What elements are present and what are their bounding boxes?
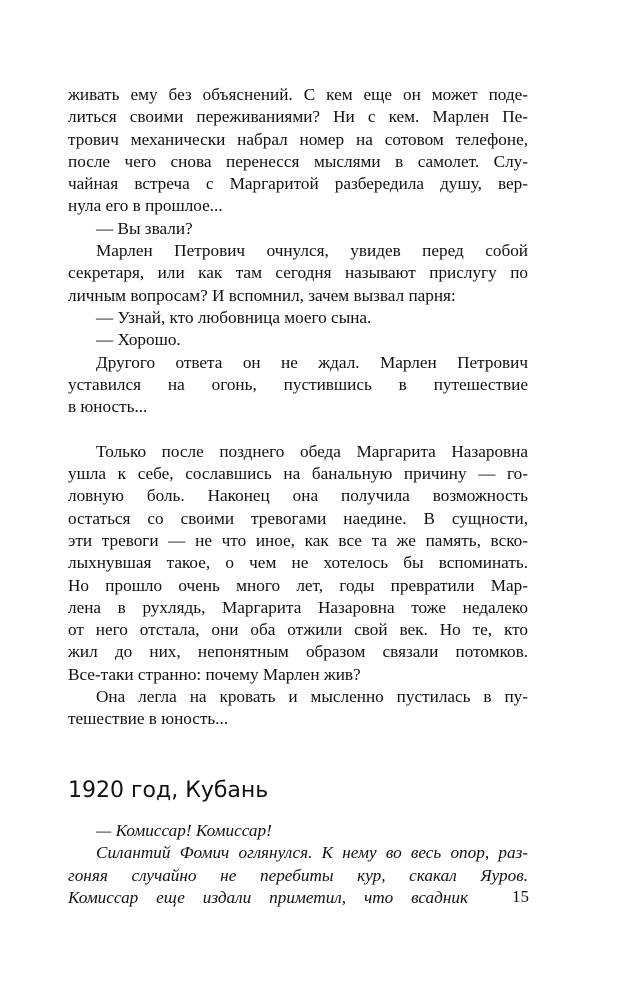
text-line: личным вопросам? И вспомнил, зачем вызвал парня: bbox=[68, 285, 456, 305]
text-line: Другого ответа он не ждал. Марлен Петрович bbox=[96, 352, 528, 372]
text-line: эти тревоги — не что иное, как все та же память, вско- bbox=[68, 530, 528, 550]
text-line: гоняя случайно не перебиты кур, скакал Яуров. bbox=[68, 865, 528, 885]
text-line: литься своими переживаниями? Ни с кем. Марлен Пе- bbox=[68, 107, 528, 127]
text-line: от него отстала, они оба отжили свой век. Но те, кто bbox=[68, 620, 528, 640]
text-line: — Вы звали? bbox=[96, 218, 193, 238]
text-line: Только после позднего обеда Маргарита Назаровна bbox=[96, 441, 528, 461]
text-line: — Комиссар! Комиссар! bbox=[96, 821, 272, 840]
body-text bbox=[68, 84, 528, 731]
text-line: Марлен Петрович очнулся, увидев перед собой bbox=[96, 241, 528, 261]
text-line: лена в рухлядь, Маргарита Назаровна тоже недалеко bbox=[68, 597, 528, 617]
text-line: Она легла на кровать и мысленно пустилась в пу- bbox=[96, 687, 528, 707]
text-line: уставился на огонь, пустившись в путешествие bbox=[68, 374, 528, 394]
text-line: остаться со своими тревогами наедине. В сущности, bbox=[68, 508, 528, 528]
text-line: лыхнувшая такое, о чем не хотелось бы вспоминать. bbox=[68, 553, 528, 573]
text-line: Силантий Фомич оглянулся. К нему во весь опор, раз- bbox=[96, 843, 528, 863]
text-line: секретаря, или как там сегодня называют прислугу по bbox=[68, 263, 528, 283]
text-line: в юность... bbox=[68, 397, 148, 417]
text-line: Комиссар еще издали приметил, что всадник bbox=[68, 887, 468, 907]
text-line: ловную боль. Наконец она получила возможность bbox=[68, 486, 528, 506]
text-line: — Хорошо. bbox=[96, 330, 181, 350]
text-line: после чего снова перенесся мыслями в самолет. Слу- bbox=[68, 151, 528, 171]
text-line: живать ему без объяснений. С кем еще он может поде- bbox=[68, 85, 528, 104]
text-line: чайная встреча с Маргаритой разбередила душу, вер- bbox=[68, 174, 528, 194]
italic-text bbox=[68, 820, 528, 909]
text-line: жил до них, непонятным образом связали потомков. bbox=[68, 642, 528, 662]
text-line: Все-таки странно: почему Марлен жив? bbox=[68, 664, 361, 684]
text-line: ушла к себе, сославшись на банальную причину — го- bbox=[68, 464, 528, 484]
text-line: нула его в прошлое... bbox=[68, 196, 223, 216]
page-number: 15 bbox=[512, 887, 529, 906]
text-line: — Узнай, кто любовница моего сына. bbox=[96, 307, 372, 327]
text-line: тешествие в юность... bbox=[68, 709, 229, 729]
text-line: трович механически набрал номер на сотовом телефоне, bbox=[68, 129, 528, 149]
text-line: Но прошло очень много лет, годы превратили Мар- bbox=[68, 575, 528, 595]
section-heading: 1920 год, Кубань bbox=[68, 778, 269, 803]
